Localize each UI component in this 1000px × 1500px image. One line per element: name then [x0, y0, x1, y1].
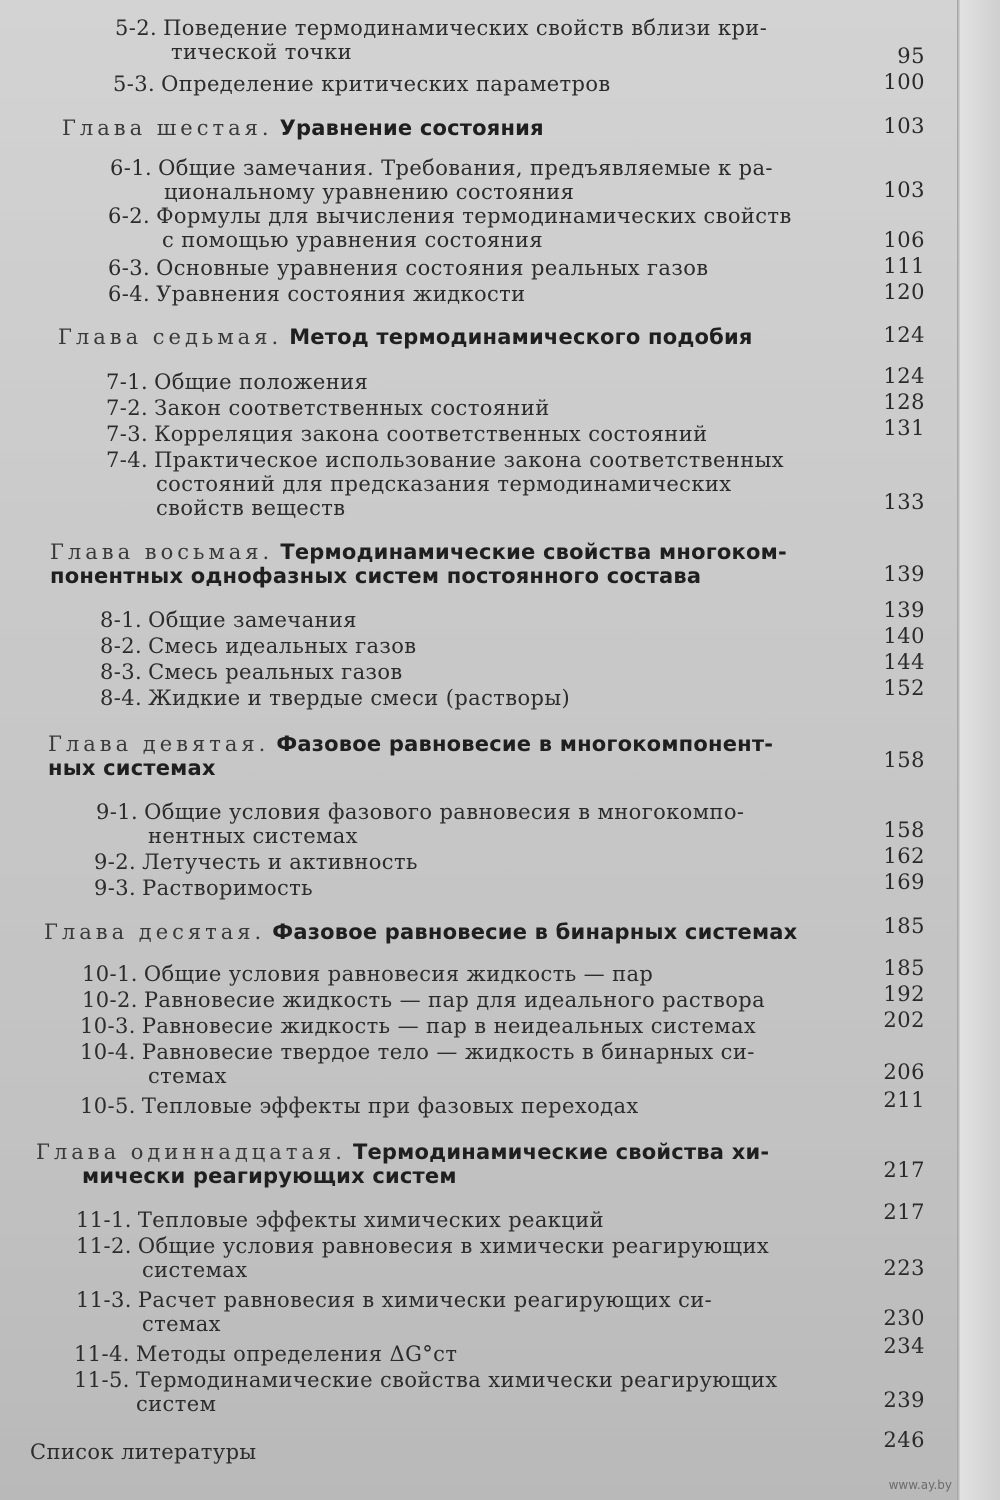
- toc-entry: 6-3. Основные уравнения состояния реальных газов: [108, 256, 709, 280]
- page-number: 234: [883, 1334, 925, 1358]
- page-number: 140: [883, 624, 925, 648]
- toc-entry: 7-2. Закон соответственных состояний: [106, 396, 550, 420]
- page-number: 206: [883, 1060, 925, 1084]
- toc-entry: 11-1. Тепловые эффекты химических реакций: [76, 1208, 605, 1232]
- page-number: 124: [883, 323, 925, 347]
- page-number: 246: [883, 1428, 925, 1452]
- page-number: 230: [883, 1306, 925, 1330]
- page-number: 106: [883, 228, 925, 252]
- toc-entry: 11-4. Методы определения ΔG°ст: [74, 1342, 458, 1366]
- toc-entry: 5-2. Поведение термодинамических свойств вблизи кри- тической точки: [115, 16, 768, 64]
- toc-entry: 11-2. Общие условия равновесия в химически реагирующих системах: [76, 1234, 770, 1282]
- toc-entry: 11-5. Термодинамические свойства химически реагирующих систем: [74, 1368, 778, 1416]
- toc-entry: 10-2. Равновесие жидкость — пар для идеального раствора: [82, 988, 766, 1012]
- chapter-heading: Глава одиннадцатая. Термодинамические свойства хи- мически реагирующих систем: [36, 1140, 770, 1188]
- page-number: 131: [883, 416, 925, 440]
- page-number: 100: [883, 70, 925, 94]
- page-number: 217: [883, 1200, 925, 1224]
- page-number: 192: [883, 982, 925, 1006]
- page-number: 103: [883, 114, 925, 138]
- page-number: 120: [883, 280, 925, 304]
- page-number: 162: [883, 844, 925, 868]
- page-number: 185: [883, 914, 925, 938]
- chapter-heading: Глава десятая. Фазовое равновесие в бинарных системах: [44, 920, 798, 944]
- page-number: 223: [883, 1256, 925, 1280]
- toc-entry: 9-1. Общие условия фазового равновесия в многокомпо- нентных системах: [96, 800, 745, 848]
- toc-entry: 6-2. Формулы для вычисления термодинамических свойств с помощью уравнения состояния: [108, 204, 792, 252]
- page-number: 139: [883, 598, 925, 622]
- page-number: 158: [883, 818, 925, 842]
- toc-entry: 9-3. Растворимость: [94, 876, 314, 900]
- page-number: 95: [897, 44, 925, 68]
- toc-entry: 8-3. Смесь реальных газов: [100, 660, 403, 684]
- toc-entry: 7-1. Общие положения: [106, 370, 369, 394]
- page-number: 152: [883, 676, 925, 700]
- page-number: 239: [883, 1388, 925, 1412]
- page-number: 144: [883, 650, 925, 674]
- toc-entry: 6-1. Общие замечания. Требования, предъявляемые к ра- циональному уравнению состояния: [110, 156, 773, 204]
- page-number: 133: [883, 490, 925, 514]
- page-number: 217: [883, 1158, 925, 1182]
- chapter-heading: Глава восьмая. Термодинамические свойства многоком- понентных однофазных систем постоянного состава: [50, 540, 787, 588]
- page-number: 111: [883, 254, 925, 278]
- page-number: 169: [883, 870, 925, 894]
- toc-entry: 5-3. Определение критических параметров: [113, 72, 611, 96]
- page-number: 128: [883, 390, 925, 414]
- toc-entry: 10-1. Общие условия равновесия жидкость — пар: [82, 962, 654, 986]
- toc-entry: 10-3. Равновесие жидкость — пар в неидеальных системах: [80, 1014, 757, 1038]
- page-number: 139: [883, 562, 925, 586]
- page-number: 211: [883, 1088, 925, 1112]
- toc-entry: 8-4. Жидкие и твердые смеси (растворы): [100, 686, 571, 710]
- toc-entry: 11-3. Расчет равновесия в химически реагирующих си- стемах: [76, 1288, 713, 1336]
- toc-entry: 8-2. Смесь идеальных газов: [100, 634, 417, 658]
- page-number: 158: [883, 748, 925, 772]
- chapter-heading: Глава шестая. Уравнение состояния: [62, 116, 544, 140]
- page-number: 185: [883, 956, 925, 980]
- toc-entry: 10-4. Равновесие твердое тело — жидкость в бинарных си- стемах: [80, 1040, 755, 1088]
- page-number: 202: [883, 1008, 925, 1032]
- chapter-heading: Глава девятая. Фазовое равновесие в многокомпонент- ных системах: [48, 732, 774, 780]
- toc-entry: 10-5. Тепловые эффекты при фазовых переходах: [80, 1094, 639, 1118]
- bibliography-entry: Список литературы: [30, 1440, 257, 1464]
- page-number: 103: [883, 178, 925, 202]
- toc-entry: 9-2. Летучесть и активность: [94, 850, 418, 874]
- page-number: 124: [883, 364, 925, 388]
- toc-entry: 7-4. Практическое использование закона соответственных состояний для предсказания термодинамических свойств веществ: [106, 448, 785, 520]
- toc-entry: 8-1. Общие замечания: [100, 608, 357, 632]
- chapter-heading: Глава седьмая. Метод термодинамического подобия: [58, 325, 753, 349]
- watermark: www.ay.by: [888, 1478, 952, 1492]
- toc-entry: 7-3. Корреляция закона соответственных состояний: [106, 422, 708, 446]
- toc-entry: 6-4. Уравнения состояния жидкости: [108, 282, 526, 306]
